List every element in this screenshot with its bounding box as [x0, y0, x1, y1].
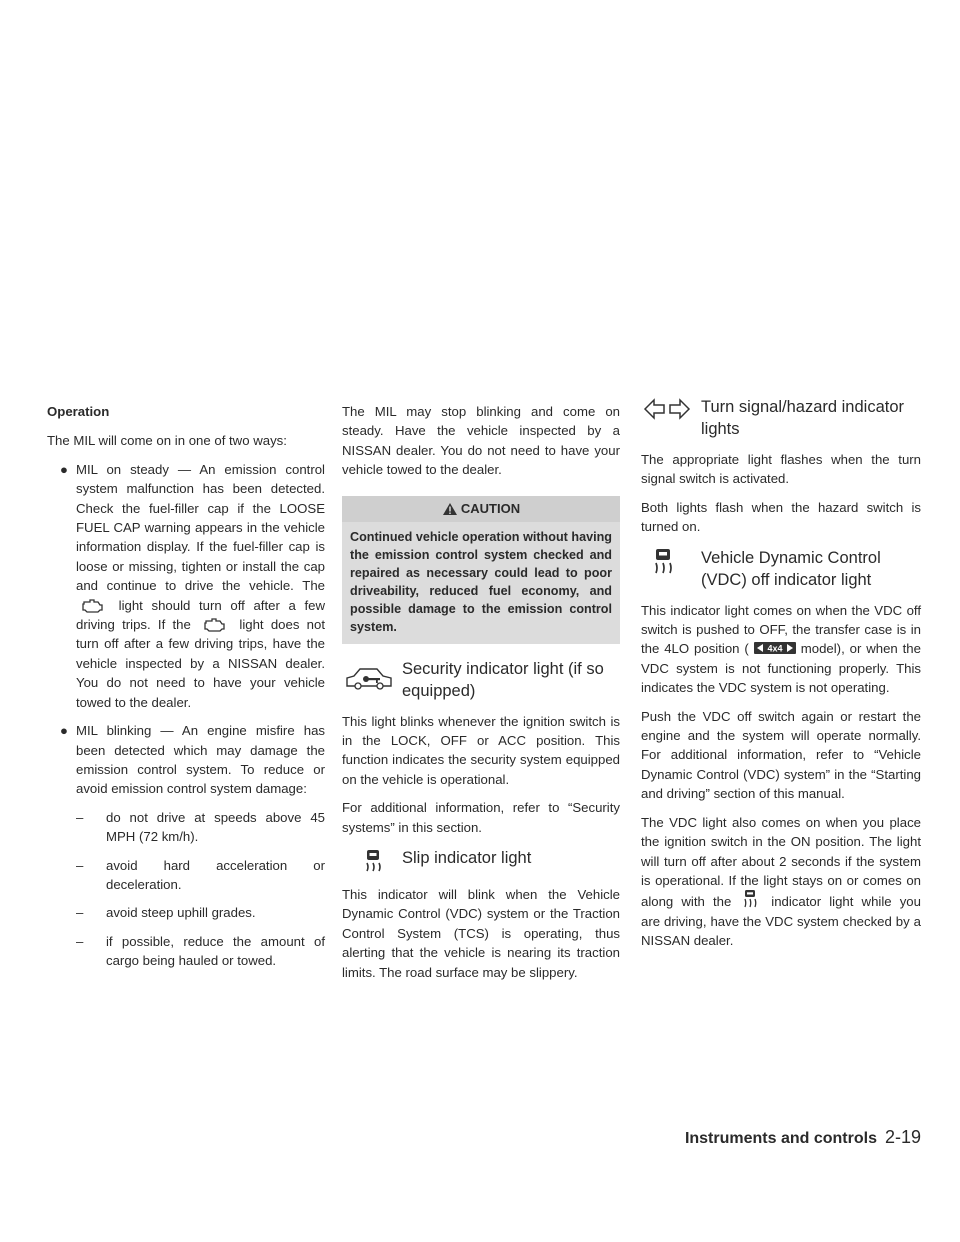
- column-middle: [342, 402, 620, 991]
- slip-title: Slip indicator light: [402, 849, 532, 868]
- slip-icon: [731, 890, 771, 908]
- dash-text: if possible, reduce the amount of cargo being hauled or towed.: [106, 933, 325, 969]
- vdc-p3: [641, 813, 921, 951]
- slip-indicator-heading: [342, 847, 620, 875]
- operation-heading: Operation: [47, 404, 110, 419]
- security-p1: This light blinks whenever the ignition switch is in the LOCK, OFF or ACC position. This function indicates the security system equipped on the vehicle is operational.: [342, 713, 620, 787]
- engine-icon: [80, 598, 104, 614]
- bullet-mil-blinking: [47, 721, 325, 799]
- dash-glyph: –: [76, 809, 84, 825]
- vdc-p2: Push the VDC off switch again or restart the engine and the system will operate normally. For additional information, refer to “Vehicle Dynamic Control (VDC) system” in the “Starting and driving” section of this manual.: [641, 708, 921, 802]
- vdc-off-title: Vehicle Dynamic Control (VDC) off indicator light: [701, 548, 881, 589]
- warning-triangle-icon: [442, 502, 458, 516]
- turn-signal-heading: [641, 396, 921, 440]
- turn-signal-icon: [643, 396, 691, 427]
- four-wheel-drive-icon: [753, 641, 797, 655]
- caution-header: [342, 496, 620, 522]
- turn-signal-title: Turn signal/hazard indicator lights: [701, 398, 904, 438]
- slip-icon: [364, 849, 382, 880]
- caution-box: [342, 496, 620, 644]
- dash-text: do not drive at speeds above 45 MPH (72 km/h).: [106, 809, 325, 845]
- svg-text:4x4: 4x4: [767, 643, 783, 654]
- dash-text: avoid steep uphill grades.: [106, 905, 256, 921]
- dash-item: [76, 856, 325, 895]
- vdc-p1-b: model), or when the VDC system is not functioning properly. This indicates the VDC system is not operating.: [641, 641, 921, 696]
- mil-steady-text-1: MIL on steady — An emission control system malfunction has been detected. Check the fuel-filler cap if the LOOSE FUEL CAP warning appears in the vehicle information display. If the fuel-filler cap is loose or missing, tighten or install the cap and continue to drive the vehicle. The: [76, 461, 325, 594]
- page-number: 2-19: [884, 1127, 921, 1147]
- dash-item: [76, 808, 325, 847]
- vdc-p1: [641, 601, 921, 698]
- bullet-mil-steady: [47, 460, 325, 712]
- security-title: Security indicator light (if so equipped): [402, 659, 604, 700]
- vdc-p3-b: indicator light while you are driving, have the VDC system checked by a NISSAN dealer.: [641, 894, 921, 949]
- dash-glyph: –: [76, 905, 84, 921]
- page-footer: [0, 1128, 921, 1148]
- turn-p1: The appropriate light flashes when the turn signal switch is activated.: [641, 452, 921, 487]
- mil-steady-text-3: light does not turn off after a few driving trips, have the vehicle inspected by a NISSAN dealer. You do not need to have your vehicle towed to the dealer.: [76, 617, 326, 710]
- caution-text: Continued vehicle operation without having the emission control system checked and repaired as necessary could lead to poor driveability, reduced fuel economy, and possible damage to the emission control system.: [350, 529, 612, 634]
- mil-blink-note: The MIL may stop blinking and come on steady. Have the vehicle inspected by a NISSAN dealer. You do not need to have your vehicle towed to the dealer.: [342, 404, 620, 478]
- security-icon: [344, 664, 394, 699]
- section-title: Instruments and controls: [684, 1130, 877, 1147]
- dash-text: avoid hard acceleration or deceleration.: [106, 857, 325, 892]
- dash-glyph: –: [76, 857, 84, 873]
- dash-item: [76, 903, 325, 922]
- bullet-dot: ●: [60, 723, 68, 739]
- column-left: [47, 402, 325, 980]
- slip-p1: This indicator will blink when the Vehicle Dynamic Control (VDC) system or the Traction Control System (TCS) is operating, thus alerting that the vehicle is nearing its traction limits. The road surface may be slippery.: [342, 887, 620, 980]
- vdc-p3-a: The VDC light also comes on when you place the ignition switch in the ON position. The light will turn off after about 2 seconds if the system is operational. If the light stays on or comes on along with the: [641, 814, 921, 910]
- caution-title: CAUTION: [460, 500, 521, 516]
- mil-intro: The MIL will come on in one of two ways:: [47, 433, 287, 449]
- turn-p2: Both lights flash when the hazard switch is turned on.: [641, 499, 921, 535]
- engine-icon: [202, 617, 226, 633]
- vdc-p1-a: This indicator light comes on when the VDC off switch is pushed to OFF, the transfer case is in the 4LO position (: [641, 602, 921, 657]
- security-indicator-heading: [342, 658, 620, 702]
- mil-blinking-text: MIL blinking — An engine misfire has been detected which may damage the emission control system. To reduce or avoid emission control system damage:: [76, 723, 325, 797]
- dash-glyph: –: [76, 933, 84, 949]
- column-right: [641, 398, 921, 960]
- dash-item: [76, 932, 325, 971]
- security-p2: For additional information, refer to “Security systems” in this section.: [342, 800, 620, 835]
- vdc-off-heading: [641, 547, 921, 591]
- vdc-off-icon: [645, 547, 685, 582]
- bullet-dot: ●: [60, 461, 68, 477]
- mil-steady-text-2: light should turn off after a few driving trips. If the: [76, 597, 325, 633]
